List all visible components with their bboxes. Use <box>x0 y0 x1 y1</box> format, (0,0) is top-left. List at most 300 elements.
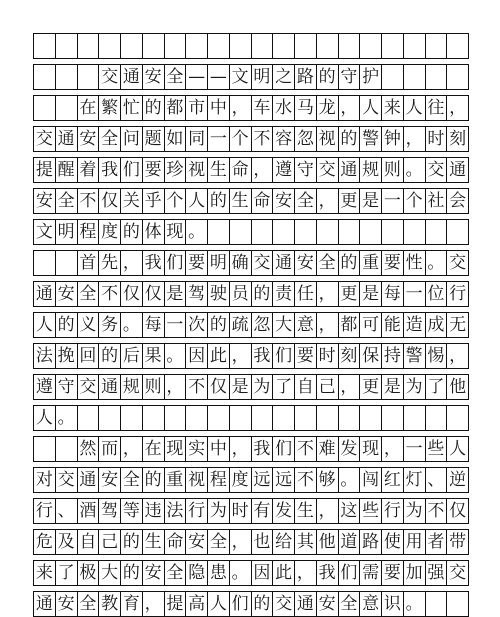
grid-cell: 仅 <box>99 189 121 213</box>
grid-cell: 红 <box>382 468 404 492</box>
grid-cell: 法 <box>33 344 56 368</box>
grid-cell <box>56 251 78 275</box>
grid-cell: 行 <box>33 499 56 523</box>
grid-cell: 们 <box>165 251 187 275</box>
grid-cell: 意 <box>360 592 382 616</box>
grid-cell <box>208 220 230 244</box>
grid-cell: 也 <box>252 530 274 554</box>
grid-cell: 人 <box>404 96 426 120</box>
grid-row <box>33 467 469 493</box>
grid-cell: 隐 <box>186 561 208 585</box>
grid-cell: 极 <box>78 561 100 585</box>
grid-cell: 的 <box>121 220 143 244</box>
grid-cell: 全 <box>165 65 187 89</box>
grid-cell: 生 <box>230 189 252 213</box>
grid-cell <box>186 34 208 58</box>
grid-cell: 全 <box>99 127 121 151</box>
grid-cell: 同 <box>186 127 208 151</box>
grid-cell: 了 <box>56 561 78 585</box>
grid-cell <box>339 34 361 58</box>
grid-cell: 交 <box>33 127 56 151</box>
grid-cell: 提 <box>33 158 56 182</box>
grid-cell <box>165 34 187 58</box>
grid-cell <box>360 220 382 244</box>
grid-cell: 交 <box>273 592 295 616</box>
grid-cell: 带 <box>447 530 469 554</box>
grid-cell: 路 <box>295 65 317 89</box>
grid-cell: 是 <box>382 375 404 399</box>
grid-cell: 他 <box>447 375 469 399</box>
grid-cell <box>273 220 295 244</box>
grid-cell <box>426 220 448 244</box>
grid-cell: 的 <box>121 561 143 585</box>
grid-cell: 任 <box>295 282 317 306</box>
grid-cell <box>56 65 78 89</box>
grid-cell: 文 <box>230 65 252 89</box>
grid-cell: — <box>186 65 208 89</box>
grid-cell: 不 <box>426 499 448 523</box>
grid-cell: 容 <box>273 127 295 151</box>
grid-cell: 后 <box>121 344 143 368</box>
grid-cell: 题 <box>143 127 165 151</box>
grid-cell <box>426 592 448 616</box>
grid-cell <box>33 65 56 89</box>
grid-cell <box>33 251 56 275</box>
grid-cell: 一 <box>404 437 426 461</box>
grid-cell: 交 <box>447 561 469 585</box>
grid-cell: 意 <box>295 313 317 337</box>
grid-cell: 。 <box>339 468 361 492</box>
grid-row <box>33 374 469 400</box>
grid-cell: 生 <box>143 530 165 554</box>
grid-cell: 通 <box>78 468 100 492</box>
grid-cell <box>426 406 448 430</box>
grid-cell: 们 <box>273 437 295 461</box>
grid-cell: 们 <box>339 561 361 585</box>
grid-cell: ， <box>143 592 165 616</box>
grid-cell: 高 <box>186 592 208 616</box>
grid-cell <box>121 34 143 58</box>
grid-cell: 是 <box>360 282 382 306</box>
grid-cell: 因 <box>252 561 274 585</box>
grid-cell: 员 <box>230 282 252 306</box>
grid-cell: 的 <box>143 96 165 120</box>
grid-cell: 惕 <box>426 344 448 368</box>
grid-cell: 刻 <box>447 127 469 151</box>
grid-cell: 在 <box>143 437 165 461</box>
grid-cell: 更 <box>360 375 382 399</box>
grid-cell: 次 <box>186 313 208 337</box>
grid-cell: 些 <box>360 499 382 523</box>
grid-cell: 乎 <box>143 189 165 213</box>
grid-cell <box>78 65 100 89</box>
grid-cell: ， <box>165 375 187 399</box>
grid-cell: 的 <box>56 313 78 337</box>
grid-cell: 为 <box>404 375 426 399</box>
grid-cell: 一 <box>208 127 230 151</box>
grid-cell: 时 <box>230 499 252 523</box>
grid-cell: 关 <box>121 189 143 213</box>
grid-cell: 全 <box>165 561 187 585</box>
grid-cell: 现 <box>360 437 382 461</box>
grid-cell: 全 <box>121 468 143 492</box>
grid-cell: 他 <box>317 530 339 554</box>
grid-row <box>33 405 469 431</box>
grid-cell: 不 <box>78 189 100 213</box>
grid-cell: 己 <box>99 530 121 554</box>
grid-cell: ， <box>230 437 252 461</box>
grid-cell: 更 <box>339 282 361 306</box>
grid-cell: 全 <box>56 189 78 213</box>
grid-cell: 的 <box>99 344 121 368</box>
grid-cell: 而 <box>99 437 121 461</box>
grid-cell: 等 <box>121 499 143 523</box>
grid-cell <box>404 65 426 89</box>
grid-cell: 了 <box>426 375 448 399</box>
grid-row <box>33 157 469 183</box>
grid-cell: 安 <box>295 251 317 275</box>
grid-cell <box>78 34 100 58</box>
grid-cell <box>208 406 230 430</box>
grid-cell: 人 <box>208 592 230 616</box>
grid-cell: 灯 <box>404 468 426 492</box>
grid-cell: 安 <box>143 561 165 585</box>
grid-cell: 。 <box>426 251 448 275</box>
grid-cell: 的 <box>339 127 361 151</box>
grid-cell: 安 <box>56 282 78 306</box>
grid-cell: 交 <box>99 65 121 89</box>
grid-cell: 不 <box>252 127 274 151</box>
grid-cell: 个 <box>165 189 187 213</box>
grid-cell: 违 <box>143 499 165 523</box>
grid-row <box>33 219 469 245</box>
grid-cell: 确 <box>230 251 252 275</box>
grid-row <box>33 498 469 524</box>
grid-cell: 交 <box>78 375 100 399</box>
grid-cell: 全 <box>78 592 100 616</box>
grid-cell: 大 <box>99 561 121 585</box>
grid-cell: 繁 <box>99 96 121 120</box>
grid-cell: 实 <box>186 437 208 461</box>
grid-cell: 中 <box>208 437 230 461</box>
grid-cell: 可 <box>360 313 382 337</box>
grid-cell: ， <box>339 375 361 399</box>
grid-cell: 全 <box>317 251 339 275</box>
grid-cell: 自 <box>295 375 317 399</box>
grid-cell: 安 <box>317 592 339 616</box>
grid-cell: 的 <box>317 65 339 89</box>
grid-cell: 己 <box>317 375 339 399</box>
grid-cell: 命 <box>230 158 252 182</box>
grid-cell: 不 <box>295 437 317 461</box>
grid-cell: 人 <box>186 189 208 213</box>
grid-cell: 每 <box>143 313 165 337</box>
grid-cell: 。 <box>56 406 78 430</box>
grid-row <box>33 591 469 617</box>
grid-cell <box>317 34 339 58</box>
grid-cell <box>33 96 56 120</box>
grid-cell: 现 <box>165 220 187 244</box>
grid-cell: 文 <box>33 220 56 244</box>
grid-cell: 位 <box>426 282 448 306</box>
grid-cell: 给 <box>273 530 295 554</box>
grid-cell: 安 <box>56 592 78 616</box>
grid-cell: 其 <box>295 530 317 554</box>
grid-cell: 交 <box>426 158 448 182</box>
grid-cell: 全 <box>208 530 230 554</box>
grid-cell: ， <box>230 344 252 368</box>
grid-cell: 重 <box>165 468 187 492</box>
grid-cell: 仅 <box>447 499 469 523</box>
grid-cell: 来 <box>382 96 404 120</box>
grid-cell: 问 <box>121 127 143 151</box>
grid-cell: 这 <box>339 499 361 523</box>
grid-cell: 保 <box>360 344 382 368</box>
grid-cell: 一 <box>165 313 187 337</box>
grid-cell: 时 <box>317 344 339 368</box>
grid-cell: 程 <box>208 468 230 492</box>
grid-cell <box>273 406 295 430</box>
grid-cell: 教 <box>99 592 121 616</box>
grid-row <box>33 529 469 555</box>
grid-cell: 果 <box>143 344 165 368</box>
grid-cell: 通 <box>447 158 469 182</box>
grid-cell: 挽 <box>56 344 78 368</box>
grid-cell <box>143 34 165 58</box>
grid-cell <box>447 220 469 244</box>
grid-cell: 法 <box>165 499 187 523</box>
grid-cell: ， <box>317 499 339 523</box>
grid-cell: 用 <box>404 530 426 554</box>
grid-cell: ， <box>447 96 469 120</box>
grid-cell: 人 <box>33 406 56 430</box>
grid-cell: ， <box>447 344 469 368</box>
grid-cell: 警 <box>404 344 426 368</box>
grid-cell: 路 <box>360 530 382 554</box>
grid-cell: 都 <box>339 313 361 337</box>
grid-cell <box>339 406 361 430</box>
grid-cell: ， <box>382 437 404 461</box>
grid-cell: 发 <box>273 499 295 523</box>
grid-cell: 为 <box>208 499 230 523</box>
grid-cell: 难 <box>317 437 339 461</box>
grid-cell: 够 <box>317 468 339 492</box>
grid-cell <box>382 34 404 58</box>
grid-cell: 不 <box>186 375 208 399</box>
grid-cell: 道 <box>339 530 361 554</box>
grid-cell: 行 <box>382 499 404 523</box>
grid-row <box>33 560 469 586</box>
grid-cell <box>317 220 339 244</box>
grid-cell: 通 <box>121 65 143 89</box>
grid-cell: 回 <box>78 344 100 368</box>
grid-cell: 酒 <box>78 499 100 523</box>
grid-cell: 体 <box>143 220 165 244</box>
grid-cell: 中 <box>208 96 230 120</box>
grid-cell: 车 <box>252 96 274 120</box>
grid-cell: 有 <box>252 499 274 523</box>
grid-cell: 警 <box>360 127 382 151</box>
grid-cell: 、 <box>56 499 78 523</box>
grid-cell <box>295 34 317 58</box>
grid-cell: 能 <box>382 313 404 337</box>
grid-cell <box>56 96 78 120</box>
grid-cell <box>143 406 165 430</box>
grid-cell: 疏 <box>230 313 252 337</box>
grid-cell <box>404 220 426 244</box>
grid-cell: 我 <box>99 158 121 182</box>
grid-cell: 则 <box>382 158 404 182</box>
grid-cell <box>360 34 382 58</box>
grid-cell: 的 <box>143 468 165 492</box>
grid-cell: ， <box>339 96 361 120</box>
grid-cell: 然 <box>78 437 100 461</box>
grid-cell: 往 <box>426 96 448 120</box>
grid-cell: 是 <box>165 282 187 306</box>
grid-cell: 交 <box>447 251 469 275</box>
grid-cell: 刻 <box>339 344 361 368</box>
grid-cell: 造 <box>404 313 426 337</box>
grid-cell: 及 <box>56 530 78 554</box>
grid-cell: 强 <box>426 561 448 585</box>
grid-cell: 的 <box>121 530 143 554</box>
grid-cell: 的 <box>252 592 274 616</box>
grid-cell <box>426 34 448 58</box>
grid-cell: 的 <box>339 251 361 275</box>
grid-cell: 要 <box>382 251 404 275</box>
grid-cell: 提 <box>165 592 187 616</box>
grid-cell: 重 <box>360 251 382 275</box>
grid-cell: 危 <box>33 530 56 554</box>
grid-cell: 更 <box>339 189 361 213</box>
grid-cell: 了 <box>273 375 295 399</box>
grid-cell: 、 <box>426 468 448 492</box>
grid-cell: 人 <box>33 313 56 337</box>
grid-cell: 现 <box>165 437 187 461</box>
grid-cell: 在 <box>78 96 100 120</box>
grid-cell: 远 <box>273 468 295 492</box>
grid-cell: 规 <box>360 158 382 182</box>
grid-cell: 着 <box>78 158 100 182</box>
grid-cell: 仅 <box>121 282 143 306</box>
grid-cell: 自 <box>78 530 100 554</box>
grid-cell: 驾 <box>99 499 121 523</box>
grid-cell <box>99 34 121 58</box>
grid-cell <box>33 34 56 58</box>
grid-row <box>33 188 469 214</box>
grid-row <box>33 343 469 369</box>
grid-cell: 行 <box>186 499 208 523</box>
grid-row <box>33 95 469 121</box>
grid-cell: ， <box>295 561 317 585</box>
grid-cell: 驾 <box>186 282 208 306</box>
grid-cell: 成 <box>426 313 448 337</box>
grid-cell: 首 <box>78 251 100 275</box>
grid-cell: 。 <box>404 158 426 182</box>
grid-row <box>33 436 469 462</box>
grid-cell: 些 <box>426 437 448 461</box>
grid-cell: 度 <box>99 220 121 244</box>
grid-cell: 需 <box>360 561 382 585</box>
grid-cell <box>382 406 404 430</box>
grid-cell: 通 <box>56 127 78 151</box>
grid-cell: 无 <box>447 313 469 337</box>
grid-row <box>33 250 469 276</box>
grid-cell: 通 <box>273 251 295 275</box>
grid-cell: 视 <box>186 158 208 182</box>
grid-cell: 安 <box>99 468 121 492</box>
grid-cell: 大 <box>273 313 295 337</box>
grid-cell: — <box>208 65 230 89</box>
grid-cell: 遵 <box>273 158 295 182</box>
grid-cell: 交 <box>317 158 339 182</box>
grid-cell: 安 <box>143 65 165 89</box>
grid-cell: 如 <box>165 127 187 151</box>
grid-cell <box>186 406 208 430</box>
grid-cell: 忽 <box>252 313 274 337</box>
grid-cell: 要 <box>295 344 317 368</box>
grid-cell: 要 <box>382 561 404 585</box>
grid-cell <box>165 406 187 430</box>
grid-cell: ， <box>121 251 143 275</box>
grid-cell: 通 <box>33 592 56 616</box>
grid-cell: 人 <box>447 437 469 461</box>
grid-cell: 为 <box>252 375 274 399</box>
grid-cell: 我 <box>143 251 165 275</box>
grid-cell: 性 <box>404 251 426 275</box>
grid-cell: 们 <box>121 158 143 182</box>
grid-cell: 龙 <box>317 96 339 120</box>
grid-cell: 个 <box>230 127 252 151</box>
grid-cell: 务 <box>99 313 121 337</box>
grid-cell: 马 <box>295 96 317 120</box>
grid-cell: 通 <box>33 282 56 306</box>
grid-cell: 义 <box>78 313 100 337</box>
grid-cell: 社 <box>426 189 448 213</box>
grid-cell: 对 <box>33 468 56 492</box>
grid-cell: 闯 <box>360 468 382 492</box>
grid-cell <box>230 220 252 244</box>
grid-cell: 全 <box>78 282 100 306</box>
grid-cell: 育 <box>121 592 143 616</box>
grid-cell <box>273 34 295 58</box>
grid-cell: 忙 <box>121 96 143 120</box>
grid-cell: 醒 <box>56 158 78 182</box>
grid-cell: 生 <box>295 499 317 523</box>
grid-row <box>33 312 469 338</box>
grid-cell: 。 <box>165 344 187 368</box>
grid-cell: 是 <box>230 375 252 399</box>
grid-cell <box>447 34 469 58</box>
grid-cell: 患 <box>208 561 230 585</box>
grid-cell: 视 <box>186 468 208 492</box>
grid-cell: 。 <box>121 313 143 337</box>
grid-cell: 此 <box>273 561 295 585</box>
grid-cell: 护 <box>360 65 382 89</box>
grid-cell: 全 <box>295 189 317 213</box>
grid-row <box>33 126 469 152</box>
grid-cell: 则 <box>143 375 165 399</box>
grid-cell <box>447 65 469 89</box>
grid-cell: 。 <box>404 592 426 616</box>
grid-cell: 一 <box>404 282 426 306</box>
grid-cell <box>447 592 469 616</box>
grid-cell: 明 <box>252 65 274 89</box>
grid-cell: 安 <box>273 189 295 213</box>
grid-cell: 仅 <box>143 282 165 306</box>
grid-cell: 一 <box>382 189 404 213</box>
grid-cell: 交 <box>56 468 78 492</box>
